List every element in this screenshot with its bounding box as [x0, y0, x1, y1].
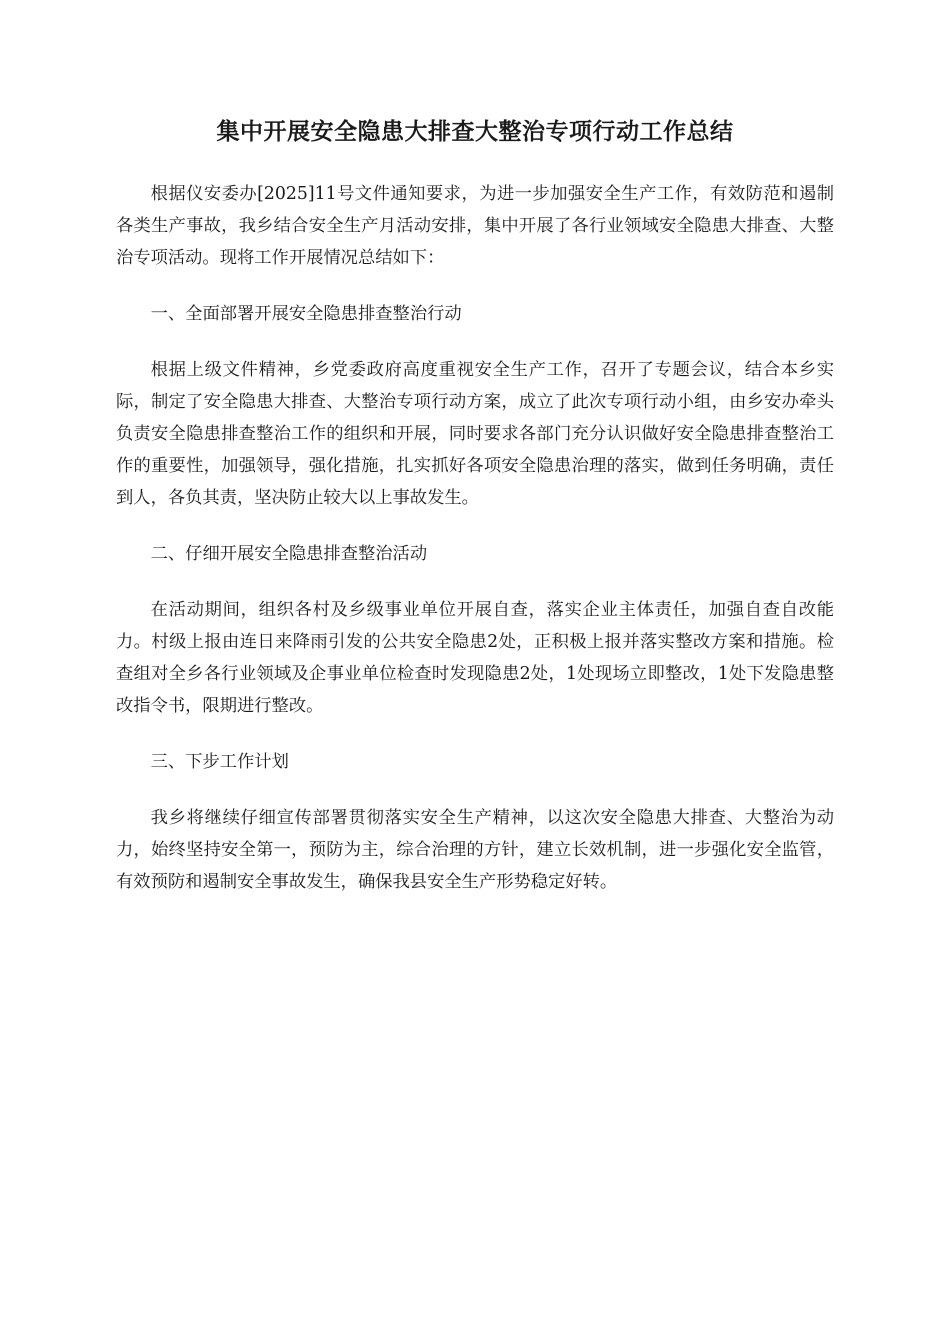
section-body-1: 根据上级文件精神，乡党委政府高度重视安全生产工作，召开了专题会议，结合本乡实际，制定了安全隐患大排查、大整治专项行动方案，成立了此次专项行动小组，由乡安办牵头负责安全隐患排查整治工作的组织和开展，同时要求各部门充分认识做好安全隐患排查整治工作的重要性，加强领导，强化措施，扎实抓好各项安全隐患治理的落实，做到任务明确，责任到人，各负其责，坚决防止较大以上事故发生。 [116, 360, 834, 508]
document-title: 集中开展安全隐患大排查大整治专项行动工作总结 [216, 118, 734, 145]
section-body-3: 我乡将继续仔细宣传部署贯彻落实安全生产精神，以这次安全隐患大排查、大整治为动力，始终坚持安全第一，预防为主，综合治理的方针，建立长效机制，进一步强化安全监管，有效预防和遏制安全事故发生，确保我县安全生产形势稳定好转。 [116, 808, 834, 892]
section-heading-1: 一、全面部署开展安全隐患排查整治行动 [150, 304, 462, 324]
section-heading-3: 三、下步工作计划 [150, 752, 289, 772]
document-body [116, 178, 834, 922]
intro-paragraph: 根据仪安委办[2025]11号文件通知要求，为进一步加强安全生产工作，有效防范和遏制各类生产事故，我乡结合安全生产月活动安排，集中开展了各行业领域安全隐患大排查、大整治专项活动。现将工作开展情况总结如下： [116, 184, 834, 268]
section-body-2: 在活动期间，组织各村及乡级事业单位开展自查，落实企业主体责任，加强自查自改能力。村级上报由连日来降雨引发的公共安全隐患2处，正积极上报并落实整改方案和措施。检查组对全乡各行业领域及企事业单位检查时发现隐患2处，1处现场立即整改，1处下发隐患整改指令书，限期进行整改。 [116, 600, 834, 716]
section-heading-2: 二、仔细开展安全隐患排查整治活动 [150, 544, 428, 564]
